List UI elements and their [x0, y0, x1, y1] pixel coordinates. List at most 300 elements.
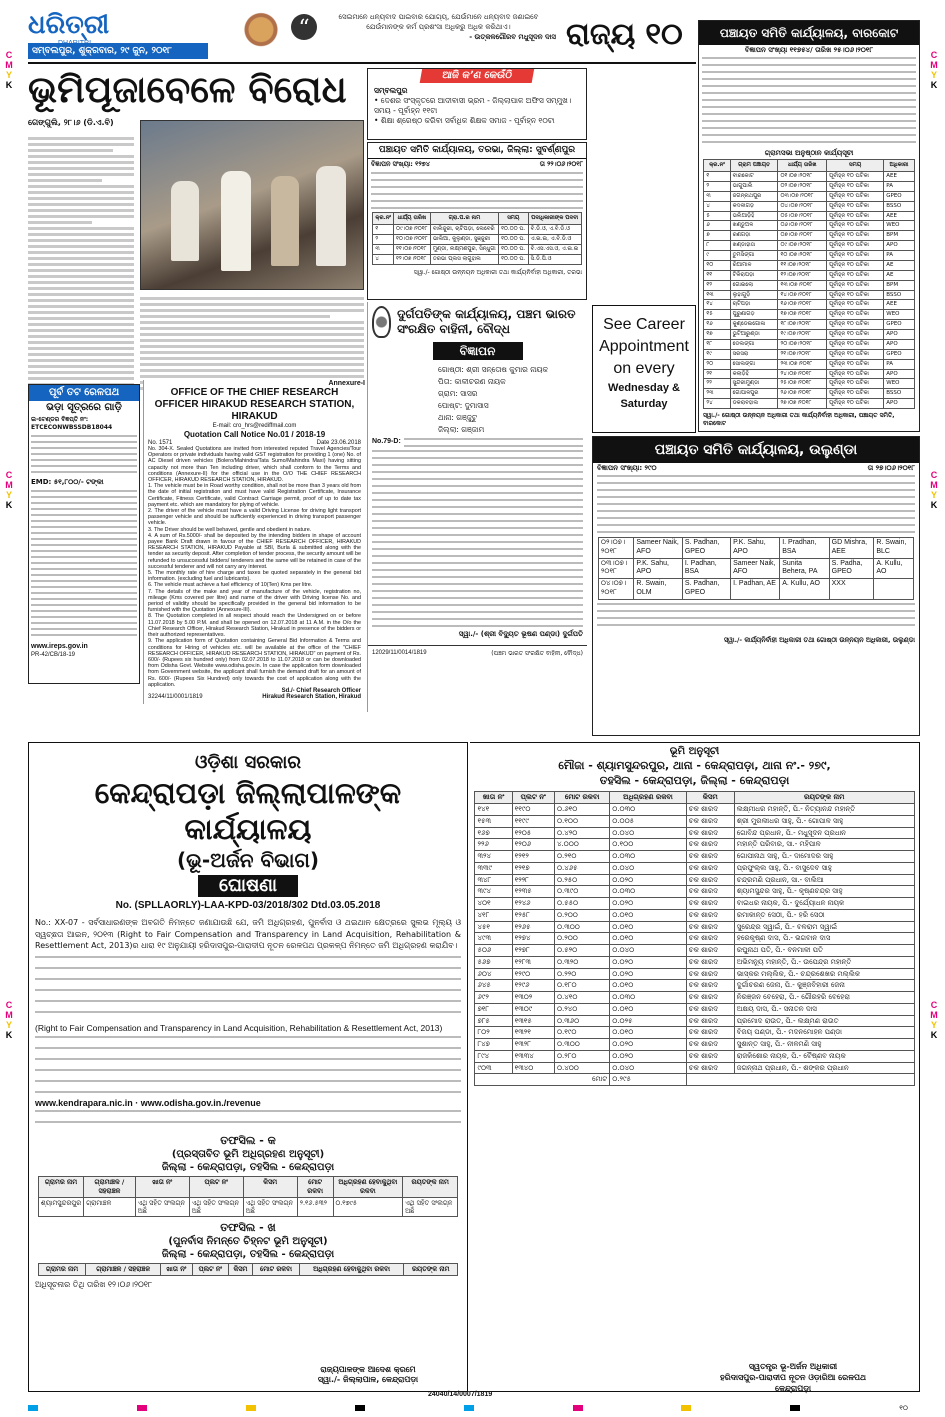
table-cell: ଚକ ଶାରଦ	[686, 1003, 734, 1015]
table-cell: ୧୨୯୦	[512, 968, 554, 980]
table-cell: PA	[884, 251, 914, 261]
table-cell: ୩୩୯	[475, 862, 512, 874]
table-cell: ୮୦୨	[475, 1027, 512, 1039]
barakot-row	[704, 349, 914, 359]
table-cell: ପୂର୍ବାହ୍ନ ୧୦ ଘଟିକା	[827, 300, 884, 310]
barakot-title: ପଞ୍ଚାୟତ ସମିତି କାର୍ଯ୍ୟାଳୟ, ବାରକୋଟ	[699, 21, 919, 45]
barakot-sub: ଗ୍ରାମସଭା ଅନୁଷ୍ଠାନ କାର୍ଯ୍ୟସୂଚୀ	[764, 149, 854, 157]
column-header: ଗ୍ରାମାଞ୍ଚଳ / ସହରାଞ୍ଚଳ	[86, 1263, 161, 1275]
land-row	[475, 980, 914, 992]
column-header: ମୋଟ ରକବା	[554, 792, 609, 804]
table-cell: BSSO	[884, 389, 914, 399]
tarabha-title: ପଞ୍ଚାୟତ ସମିତି କାର୍ଯ୍ୟାଳୟ, ତରଭା, ଜିଲ୍ଲା: ସୁବର୍ଣ୍ଣପୁର	[368, 143, 586, 159]
table-cell: ଭାଗୁପାଲି	[730, 181, 778, 191]
table-cell: ପୂର୍ବାହ୍ନ ୧୦ ଘଟିକା	[827, 359, 884, 369]
land-row	[475, 898, 914, 910]
table-cell: ୨୩	[704, 389, 730, 399]
table-cell: ଚକ ଶାରଦ	[686, 992, 734, 1004]
table-cell: ୦.୪୧୦	[554, 992, 609, 1004]
barakot-row	[704, 300, 914, 310]
table-cell: AEE	[884, 172, 914, 182]
table-cell: ସରସରା	[730, 349, 778, 359]
kendrapara-para-body	[35, 956, 461, 1022]
table-cell: ୧୭।୦୭।୨୦୧୮	[778, 310, 827, 320]
column-header: ଧାର୍ଯ୍ୟ ତାରିଖ	[778, 160, 827, 172]
barakot-row	[704, 201, 914, 211]
table-cell: ୦.୩୨୦	[554, 956, 609, 968]
table-cell: ବାଲିଜୁରୀ, ଚାଟିପଡ଼ା, ଲେବେରି	[430, 225, 498, 235]
police-body-2	[372, 450, 583, 628]
ullunda-sign: ସ୍ୱା./- କାର୍ଯ୍ୟନିର୍ବାହୀ ଅଧିକାରୀ ତଥା ଗୋଷ୍ଠୀ ଉନ୍ନୟନ ଅଧିକାରୀ, ଉଲୁଣ୍ଡା	[723, 635, 915, 644]
table-cell: ଏଥି ସହିତ ସଂଲଗ୍ନ ଅଛି	[135, 1197, 189, 1216]
sched-a-sub: (ପ୍ରସ୍ତାବିତ ଭୂମି ଅଧିଗ୍ରହଣ ଅନୁସୂଚୀ)	[171, 1148, 325, 1160]
footer-sign-2: ସ୍ୱା./- ଜିଲ୍ଲାପାଳ, କେନ୍ଦ୍ରାପଡ଼ା	[317, 1375, 419, 1384]
land-row	[475, 827, 914, 839]
land-row	[475, 1039, 914, 1051]
table-cell: ପୂର୍ବାହ୍ନ ୧୦ ଘଟିକା	[827, 280, 884, 290]
hirakud-code: 32244/11/0001/1819	[148, 693, 203, 700]
kendrapara-web-1[interactable]: www.kendrapara.nic.in	[35, 1097, 133, 1108]
table-cell: ୩	[704, 191, 730, 201]
barakot-signature: ସ୍ୱା./- ଗୋଷ୍ଠୀ ଉନ୍ନୟନ ଅଧିକାରୀ ତଥା କାର୍ଯ୍ୟନିର୍ବାହୀ ଅଧିକାରୀ, ପଞ୍ଚାୟତ ସମିତି, ବାରକୋଟ	[703, 412, 895, 427]
table-cell: ୧୩	[704, 290, 730, 300]
kendrapara-act: (Right to Fair Compensation and Transparency in Land Acquisition, Rehabilitation & Resettlement Act, 2013)	[35, 1022, 443, 1033]
lead-headline: ଭୂମିପୂଜାବେଳେ ବିରୋଧ	[28, 68, 347, 111]
table-cell: ପୂର୍ବାହ୍ନ ୧୦ ଘଟିକା	[827, 320, 884, 330]
career-line-2: Appointment	[599, 338, 689, 355]
table-cell: ସି.ଡି.ପି.ଓ	[528, 254, 581, 264]
table-cell: ୪	[704, 201, 730, 211]
table-cell: ଭାସ୍କର ମଲ୍ଲିକ, ପି.- ଚନ୍ଦ୍ରଶେଖର ମଲ୍ଲିକ	[734, 968, 914, 980]
lead-story	[28, 68, 366, 398]
table-cell: ୧୭	[704, 330, 730, 340]
career-line-4: Wednesday & Saturday	[608, 382, 680, 410]
table-cell: ସୁନ୍ଦରୀମୁଣ୍ଡା	[730, 379, 778, 389]
table-cell: ୧୨୭୪	[512, 933, 554, 945]
table-cell: ୦.୦୨୦	[610, 1039, 686, 1051]
table-cell: ୯୦୩	[475, 1062, 512, 1074]
table-cell: ୦.୨୪୦	[554, 1003, 609, 1015]
table-cell: ୦୫।୦୭।୨୦୧୮	[778, 211, 827, 221]
table-cell: ୦.୦୧୦	[610, 921, 686, 933]
land-row	[475, 956, 914, 968]
hirakud-term: 3. The Driver should be well behaved, gentle and obedient in nature.	[148, 526, 312, 533]
barakot-row	[704, 260, 914, 270]
table-cell: WEO	[884, 310, 914, 320]
table-cell: ୦.୦୩୦	[610, 851, 686, 863]
table-cell: ୧୯	[704, 349, 730, 359]
police-field: ଜିଲ୍ଲା: ଗଞ୍ଜାମ	[438, 425, 485, 434]
table-cell: ୦.୦୪୦	[610, 827, 686, 839]
ullunda-notice	[592, 436, 920, 736]
table-cell: ୨୪	[704, 399, 730, 409]
table-cell: ୧୧୯୦	[512, 804, 554, 816]
barakot-row	[704, 172, 914, 182]
column-header: କିସମ	[686, 792, 734, 804]
table-cell: ୮୯୪	[475, 1050, 512, 1062]
table-cell: ୧୩୦୯	[512, 1003, 554, 1015]
table-cell: ରମାକାନ୍ତ ସେଠୀ, ପି.- ହରି ସେଠୀ	[734, 909, 914, 921]
table-cell: ଚକ ଶାରଦ	[686, 1015, 734, 1027]
barakot-row	[704, 320, 914, 330]
railway-subtitle: ଭଡ଼ା ସୂତ୍ରରେ ଗାଡ଼ି	[46, 402, 122, 413]
barakot-notice	[698, 20, 920, 432]
table-cell: AEE	[884, 211, 914, 221]
table-cell: ୦.୦୨୫	[610, 1015, 686, 1027]
land-row	[475, 1003, 914, 1015]
table-cell: ୧୦।୦୭।୨୦୧୮	[778, 251, 827, 261]
table-cell: Sunita Behera, PA	[780, 558, 829, 579]
table-cell: ୧୯।୦୭।୨୦୧୮	[778, 330, 827, 340]
table-cell: ୦.୧୦୦	[554, 815, 609, 827]
hirakud-body: No. 304-X. Sealed Quotations are invited from interested reputed Travel Agencies/Tour Operators or private individuals having valid GST registration for providing 1 (one) No. of AC Diesel driven vehicles (Bolero/Mahindra/Tata Sumo/Mahindra Maxi) having sitting capacity not more than Ten including driver, which shall conform to the Terms and conditions (Annexure-II) for the official use in the O/O THE CHIEF RESEARCH OFFICER, HIRAKUD RESEARCH STATION, HIRAKUD.	[148, 446, 361, 484]
barakot-row	[704, 330, 914, 340]
railway-web[interactable]: www.ireps.gov.in	[31, 643, 88, 650]
table-cell: ଚନ୍ଦ୍ରମଣି ପ୍ରଧାନ, ସା.- ବାଲିଆ	[734, 874, 914, 886]
sched-a-table	[38, 1176, 458, 1217]
section-title	[566, 12, 716, 56]
table-cell: ଶ୍ୟାମସୁନ୍ଦର ସାହୁ, ପି.- କୃଷ୍ଣଚନ୍ଦ୍ର ସାହୁ	[734, 886, 914, 898]
sched-a-title: ତଫସିଲ - କ	[220, 1133, 276, 1147]
table-cell: ୨୪।୦୭।୨୦୧୮	[778, 369, 827, 379]
table-cell: ୧୪।୦୭।୨୦୧୮	[778, 290, 827, 300]
land-row	[475, 862, 914, 874]
table-cell: ପୂର୍ବାହ୍ନ ୧୦ ଘଟିକା	[827, 339, 884, 349]
land-schedule	[470, 742, 920, 1392]
land-schedule-title: ଭୂମି ଅନୁସୂଚୀ	[669, 746, 720, 757]
table-cell: ୦.୦୨୦	[610, 898, 686, 910]
table-cell: ୧୨୮୩	[512, 956, 554, 968]
table-cell: ୦.୦୧୦	[610, 1027, 686, 1039]
page-footer-number: ୧୦	[899, 1403, 908, 1412]
table-cell: ନିରଞ୍ଜନ ବେହେରା, ପି.- ଗୌରହରି ବେହେରା	[734, 992, 914, 1004]
table-cell: ୧୩୪୦	[512, 1062, 554, 1074]
tarabha-table	[372, 212, 581, 265]
today-box-title: ଆଜି କ’ଣ କେଉଁଠି	[420, 68, 535, 83]
table-cell: ତରଭା ପ୍ଲସ ଲାଗୁହାଲ	[430, 254, 498, 264]
table-cell: ଗୋପାଳପୁର	[730, 389, 778, 399]
table-cell: ୮୪୭	[475, 1039, 512, 1051]
table-cell: ୬୯୨	[475, 992, 512, 1004]
sched-a-row	[38, 1197, 457, 1216]
tarabha-row	[373, 254, 581, 264]
land-sign-1: ସ୍ୱତନ୍ତ୍ର ଭୂ-ଅର୍ଜନ ଅଧିକାରୀ	[748, 1362, 838, 1371]
table-cell: ୧୫୩	[475, 815, 512, 827]
table-cell: ୦.୩୯୦	[554, 886, 609, 898]
hirakud-call: Quotation Call Notice No.01 / 2018-19	[183, 430, 326, 439]
table-cell: ୭	[704, 231, 730, 241]
hirakud-terms	[144, 483, 365, 688]
kendrapara-footer-date: ଅଧିସୂଚନାର ତିଥି ତାରିଖ ୧୨।୦୬।୨୦୧୮	[35, 1279, 153, 1289]
table-cell: Sameer Naik, AFO	[634, 538, 682, 559]
table-cell: ୯	[704, 251, 730, 261]
police-field: ଥାନା: ଗଞ୍ଜୁଟୁ	[438, 413, 478, 422]
table-cell: GPEO	[884, 320, 914, 330]
table-cell: ୦.୦୪୦	[610, 945, 686, 957]
career-line-3: on every	[613, 360, 675, 377]
table-cell: ୧୧	[704, 270, 730, 280]
table-cell: ଚକ ଶାରଦ	[686, 827, 734, 839]
date-line: ସମ୍ବଲପୁର, ଶୁକ୍ରବାର, ୨୯ ଜୁନ, ୨୦୧୮	[32, 46, 172, 56]
table-cell: ବାରକୋଟ	[730, 172, 778, 182]
table-cell: ପୂର୍ବାହ୍ନ ୧୦ ଘଟିକା	[827, 379, 884, 389]
table-cell: ମୁଣ୍ଡୀ, ଲକ୍ଷ୍ମଣପୁର, ସିନ୍ଧୁଗୀ	[430, 244, 498, 254]
table-cell: ହରେକୃଷ୍ଣ ଦାସ, ପି.- ଭଗବାନ ଦାସ	[734, 933, 914, 945]
table-cell: WEO	[884, 221, 914, 231]
column-header: ଖାତା ନଂ	[475, 792, 512, 804]
bottom-signature-strip	[28, 1362, 920, 1401]
kendrapara-para-body-2	[35, 1036, 461, 1096]
police-field: ଗୋଷ୍ଠୀ: ଶ୍ରୀ ସନ୍ତୋଷ କୁମାର ନାୟକ	[438, 365, 548, 374]
table-cell: S. Padha, GPEO	[829, 558, 874, 579]
hirakud-sign-2: Hirakud Research Station, Hirakud	[262, 693, 361, 700]
table-cell: ବି.ଏସ.ଏସ.ଓ, ଏ.ଇ.ଇ	[528, 244, 581, 254]
table-cell: AE	[884, 270, 914, 280]
table-cell: ଚକ ଶାରଦ	[686, 1062, 734, 1074]
lead-dateline: ଗେଙ୍ଗୁଲି, ୨୮।୬ (ଡି.ଏ.ବି)	[28, 118, 114, 127]
table-cell: ୦.୨୫୦	[554, 874, 609, 886]
table-cell: ଚକ ଶାରଦ	[686, 839, 734, 851]
table-cell: ୦.୨୧୦	[554, 851, 609, 863]
railway-notice-no: ଇ-ଟେଣ୍ଡର ବିଜ୍ଞପ୍ତି ନଂ: ETCECONWBSSDB18044	[31, 416, 113, 431]
railway-notice	[28, 384, 140, 684]
column-header: ରୟତଙ୍କ ନାମ	[404, 1263, 458, 1275]
land-schedule-loc-2: ତହସିଲ - କେନ୍ଦ୍ରାପଡ଼ା, ଜିଲ୍ଲା - କେନ୍ଦ୍ରାପଡ଼ା	[599, 774, 790, 787]
column-header: ଗ୍ରାମ ପଞ୍ଚାୟତ	[730, 160, 778, 172]
barakot-row	[704, 290, 914, 300]
table-cell: ଚକ ଶାରଦ	[686, 933, 734, 945]
barakot-row	[704, 181, 914, 191]
barakot-row	[704, 241, 914, 251]
column-header: କ୍ର.ନଂ	[373, 213, 394, 225]
table-cell: କୁଣ୍ଡେଇଗୋଳା	[730, 320, 778, 330]
hirakud-term: 8. The Quotation completed in all respect should reach the Undersigned on or before 11.07.2018 by 5.00 P.M. and shall be opened on 12.07.2018 at 11 A.M. in the O/o the Chief Research Officer, Hirakud Research Station, Hirakud in presence of the bidders or their authorized representatives.	[148, 613, 361, 639]
table-cell: ୭୧୮	[475, 1003, 512, 1015]
table-cell: ୦.୦୨୦	[610, 1050, 686, 1062]
table-cell: ଚକ ଶାରଦ	[686, 862, 734, 874]
column-header: ସମୟ	[827, 160, 884, 172]
today-item-2: • ଶିକ୍ଷା ଶ୍ରେଷ୍ଠ କରିବା ସର୍ବାଧିକ ଶିକ୍ଷକ ସମାଜ - ପୂର୍ବାହ୍ନ ୧୦ଟା	[374, 116, 555, 125]
table-cell: ଚକ ଶାରଦ	[686, 980, 734, 992]
column-header: ସମୟ	[499, 213, 529, 225]
railway-emd: EMD: ୫୧,୮୦୦/- ଟଙ୍କା	[31, 478, 104, 486]
table-cell: ୧୨୦୫	[512, 827, 554, 839]
table-cell: ୦୪।୦୭।୨୦୧୮	[598, 579, 634, 600]
table-cell: ୧୩୩୪	[512, 1050, 554, 1062]
column-header: ଗ୍ରାମର ନାମ	[38, 1263, 85, 1275]
table-cell: ଟିକିରାପଡ଼ା	[730, 270, 778, 280]
career-box	[592, 305, 696, 433]
table-cell: ଅକ୍ଷୟ ଦାସ, ପି.- ସନାତନ ଦାସ	[734, 1003, 914, 1015]
table-cell: APO	[884, 399, 914, 409]
table-cell: ଶ୍ୟାମସୁନ୍ଦରପୁର	[38, 1197, 83, 1216]
table-cell: ଚାଟିପଡ଼ା	[730, 300, 778, 310]
ullunda-title: ପଞ୍ଚାୟତ ସମିତି କାର୍ଯ୍ୟାଳୟ, ଉଲୁଣ୍ଡା	[593, 437, 919, 463]
table-cell: ପୂର୍ବାହ୍ନ ୧୦ ଘଟିକା	[827, 369, 884, 379]
column-header: କିସମ	[243, 1176, 297, 1197]
table-cell: ୦୬।୦୭।୨୦୧୮	[778, 221, 827, 231]
table-cell: GPEO	[884, 191, 914, 201]
column-header: ମୋଟ ରକବା	[252, 1263, 299, 1275]
table-cell: ୦୯।୦୭।୨୦୧୮	[394, 225, 431, 235]
tarabha-row	[373, 234, 581, 244]
table-cell: ଶ୍ରୀ ମୁରଲୀଧର ସାହୁ, ପି.- ଗୋପାଳ ସାହୁ	[734, 815, 914, 827]
table-cell: P.K. Sahu, APO	[731, 538, 780, 559]
table-cell: ୫୬୭	[475, 956, 512, 968]
logo-text: ଧରିତ୍ରୀ	[28, 10, 110, 40]
table-cell: ଦୁର୍ଗାଚରଣ ଜେନା, ପି.- କୁଞ୍ଜବିହାରୀ ଜେନା	[734, 980, 914, 992]
table-cell: ୦.୦୨୦	[610, 968, 686, 980]
table-cell: ବାଇଧର ନାୟକ, ପି.- ଦୁର୍ଯ୍ୟୋଧନ ନାୟକ	[734, 898, 914, 910]
land-row	[475, 909, 914, 921]
table-cell: ୦.୦୧୦	[610, 909, 686, 921]
table-cell: BPM	[884, 231, 914, 241]
lead-body-col1	[28, 134, 134, 399]
hirakud-notice	[143, 380, 365, 704]
quote-author: - ଉତ୍କଳଗୌରବ ମଧୁସୂଦନ ଦାସ	[469, 33, 556, 41]
table-cell: ୦.୦୧୦	[610, 933, 686, 945]
table-cell: ୧୪	[704, 300, 730, 310]
table-cell: ୪	[373, 254, 394, 264]
land-row	[475, 933, 914, 945]
table-cell: ଏଥି ସହିତ ସଂଲଗ୍ନ ଅଛି	[243, 1197, 297, 1216]
table-cell: ୧୮।୦୭।୨୦୧୮	[778, 320, 827, 330]
hirakud-term: 1. The vehicle must be in Road worthy condition, shall not be more than 3 years old from the date of initial registration and must have valid Registration Certificate, Insurance Certificate, Fitness Certificate, valid Contract Carriage permit, proof of up to date tax payment etc. which are mandatory for plying of vehicle.	[148, 483, 361, 508]
table-cell: ୦.୨୨୦	[554, 968, 609, 980]
table-header-row	[38, 1176, 457, 1197]
tarabha-notice	[367, 142, 587, 300]
table-cell: ୨୫।୦୭।୨୦୧୮	[778, 379, 827, 389]
table-cell: ୨୨	[704, 379, 730, 389]
barakot-row	[704, 379, 914, 389]
hirakud-term: 7. The details of the make and year of manufacture of the vehicle, registration no, mileage (Kms covered per litre) and name of the driver with Driving license No. and period of validity should be specifically provided in the general bid information to be furnished with the Quotation (Annexure-III).	[148, 588, 361, 614]
land-total-label: ମୋଟ	[475, 1074, 610, 1086]
land-schedule-loc-1: ମୌଜା - ଶ୍ୟାମସୁନ୍ଦରପୁର, ଥାନା - କେନ୍ଦ୍ରାପଡ଼ା, ଥାନା ନଂ.- ୨୭୯,	[558, 759, 831, 772]
table-cell: କଦଳୀଗଡ଼	[730, 201, 778, 211]
lead-photo	[140, 120, 364, 290]
table-cell: ୩୪୮	[475, 874, 512, 886]
table-cell: ୧୮	[704, 339, 730, 349]
table-cell: ୦.୫୫୦	[554, 898, 609, 910]
table-cell: ୪୫୧	[475, 921, 512, 933]
land-row	[475, 886, 914, 898]
table-cell: ୪୦୧	[475, 898, 512, 910]
table-cell: ୧୨।୦୭।୨୦୧୮	[394, 254, 431, 264]
table-cell: ୧୨୫୮	[512, 909, 554, 921]
barakot-intro	[702, 57, 916, 147]
column-header: ଅଧିକାରୀ	[884, 160, 914, 172]
table-cell: ପୂର୍ବାହ୍ନ ୧୦ ଘଟିକା	[827, 221, 884, 231]
column-header: କିସମ	[228, 1263, 252, 1275]
table-cell: ୨୦।୦୭।୨୦୧୮	[778, 339, 827, 349]
land-total-value: ୦.୨୯୫	[610, 1074, 686, 1086]
table-cell: ୦୨।୦୭।୨୦୧୮	[778, 181, 827, 191]
table-cell: ଗ୍ରାମାଞ୍ଚଳ	[84, 1197, 136, 1216]
tarabha-row	[373, 225, 581, 235]
kendrapara-web-2[interactable]: www.odisha.gov.in./revenue	[140, 1097, 261, 1108]
table-cell: ୦୨।୦୭।୨୦୧୮	[598, 538, 634, 559]
barakot-row	[704, 211, 914, 221]
table-cell: AEE	[884, 300, 914, 310]
table-cell: ୦.୦୨୦	[610, 956, 686, 968]
table-cell: ୬୪୫	[475, 980, 512, 992]
police-label: ବିଜ୍ଞାପନ	[433, 342, 523, 360]
table-cell: ୨୦	[704, 359, 730, 369]
table-cell: ୧୨୦୬	[512, 839, 554, 851]
table-cell: ପୂର୍ବାହ୍ନ ୧୦ ଘଟିକା	[827, 211, 884, 221]
table-cell: ୭୮୫	[475, 1015, 512, 1027]
table-cell: R. Swain, OLM	[634, 579, 682, 600]
table-cell: APO	[884, 369, 914, 379]
barakot-notice-no: ବିଜ୍ଞାପନ ସଂଖ୍ୟା ୧୧୭୫୪/ ତାରିଖ ୨୫।୦୬।୨୦୧୮	[744, 46, 874, 54]
table-cell: ୧୪୧	[475, 804, 512, 816]
table-cell: ଚକ ଶାରଦ	[686, 886, 734, 898]
table-cell: ୧୩୨୧	[512, 1027, 554, 1039]
land-total-row	[475, 1074, 914, 1086]
table-cell: ଗୋଇଲୋ	[730, 280, 778, 290]
table-cell: ୧୧।୦୭।୨୦୧୮	[778, 260, 827, 270]
barakot-row	[704, 251, 914, 261]
table-cell: ୧୦.୦୦ ଘ.	[499, 234, 529, 244]
table-cell: ୦.୪୦୦	[554, 1062, 609, 1074]
table-cell: ପ୍ରମୋଦ ରାଉତ, ପି.- ଲକ୍ଷ୍ମଣ ରାଉତ	[734, 1015, 914, 1027]
table-cell: କଲାଡ଼ିହି	[730, 369, 778, 379]
table-cell: ୪.୦୦୦	[554, 839, 609, 851]
date-bar	[28, 43, 208, 59]
table-cell: ୧୬	[704, 320, 730, 330]
cmyk-mark-right-mid: C M Y K	[930, 470, 938, 510]
table-cell: ୦.୦୩୦	[610, 804, 686, 816]
table-cell: ଚକ ଶାରଦ	[686, 804, 734, 816]
column-header: ଅଧିଗ୍ରହଣ ହେବାକୁଥିବା ରକବା	[333, 1176, 403, 1197]
table-cell: ଡେଲଙ୍ଗା	[730, 339, 778, 349]
column-header: ଗ୍ରାମାଞ୍ଚଳ / ସହରାଞ୍ଚଳ	[84, 1176, 136, 1197]
table-cell: ୨୭।୦୭।୨୦୧୮	[778, 399, 827, 409]
registration-bar	[28, 1404, 908, 1412]
table-cell: ୧୨	[704, 280, 730, 290]
table-cell: ୦.୨୦୦	[554, 933, 609, 945]
footer-sign: ରାଜ୍ୟପାଳଙ୍କ ଆଦେଶ କ୍ରମେ	[320, 1365, 416, 1374]
table-cell: ୦.୦୧୦	[610, 1003, 686, 1015]
table-cell: GD Mishra, AEE	[829, 538, 874, 559]
barakot-table	[703, 159, 914, 409]
railway-title: ପୂର୍ବ ତଟ ରେଳପଥ	[29, 385, 139, 401]
table-cell: ୦.୨୮୦	[554, 1050, 609, 1062]
ullunda-intro	[597, 475, 915, 535]
table-cell: ୨୨୬	[475, 839, 512, 851]
table-cell: ୨୩।୦୭।୨୦୧୮	[778, 359, 827, 369]
table-cell: ସୁରେନ୍ଦ୍ର ସ୍ୱାଇଁ, ପି.- ବଳରାମ ସ୍ୱାଇଁ	[734, 921, 914, 933]
table-cell: ୦.୬୧୦	[554, 804, 609, 816]
table-cell: ୨୬।୦୭।୨୦୧୮	[778, 389, 827, 399]
table-header-row	[38, 1263, 457, 1275]
section-name: ରାଜ୍ୟ	[566, 16, 636, 52]
table-cell: BSSO	[884, 201, 914, 211]
table-cell: WEO	[884, 379, 914, 389]
barakot-row	[704, 369, 914, 379]
barakot-row	[704, 399, 914, 409]
table-header-row	[475, 792, 914, 804]
table-cell: ୨.୧୬.୫୩୨	[297, 1197, 333, 1216]
today-place: ସମ୍ବଲପୁର	[374, 86, 408, 95]
table-cell: ୦.୩୦୦	[554, 921, 609, 933]
table-cell: ୦.୦୪୦	[610, 862, 686, 874]
kendrapara-para-body-3	[35, 1110, 461, 1132]
table-cell: ୦.୦୨୦	[610, 874, 686, 886]
table-cell: ମହାନ୍ତି ପରିବାର, ସା.- ମହିପାଳ	[734, 839, 914, 851]
kendrapara-para: No.: XX-07 - ସର୍ବସାଧାରଣଙ୍କ ଅବଗତି ନିମନ୍ତେ ଜଣାଯାଉଛି ଯେ, ଜମି ଅଧିଗ୍ରହଣ, ପୁନର୍ବାସ ଓ ଥଇଥାନ କ୍ଷେତ୍ରରେ ସୁଲଭ ମୂଲ୍ୟ ଓ ସ୍ୱଚ୍ଛତା ଆଇନ, ୨୦୧୩ (Right to Fair Compensation and Transparency in Land Acquisition, Rehabilitation & Resettlement Act, 2013)ର ଧାରା ୧୯ ଅନୁଯାୟୀ ହରିଦାସପୁର-ପାରାଦୀପ ନୂତନ ରେଳପଥ ପ୍ରକଳ୍ପ ନିମନ୍ତେ ଜମି ଅଧିଗ୍ରହଣ କରାଯିବ।	[35, 918, 461, 950]
table-cell: ଲକ୍ଷ୍ମୀଧର ମହାନ୍ତି, ପି.- ନିତ୍ୟାନନ୍ଦ ମହାନ୍ତି	[734, 804, 914, 816]
